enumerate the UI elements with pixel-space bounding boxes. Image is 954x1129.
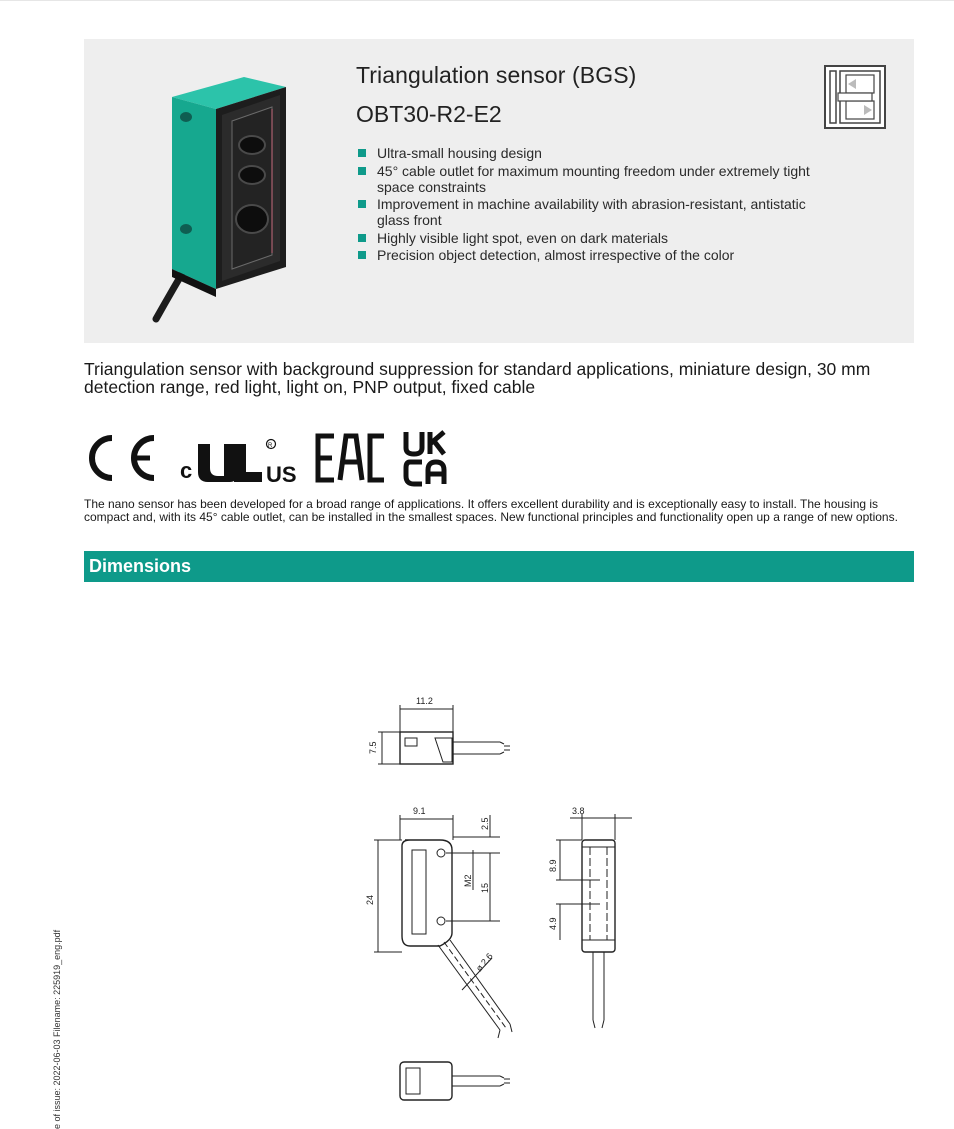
ce-mark-icon: [92, 438, 154, 478]
product-title: Triangulation sensor (BGS): [356, 62, 637, 88]
feature-text: 45° cable outlet for maximum mounting freedom under extremely tight space constraints: [377, 162, 810, 195]
product-description: Triangulation sensor with background suppression for standard applications, miniature design, 30 mm detection range, red light, light on, PNP output, fixed cable: [84, 359, 871, 397]
svg-text:c: c: [180, 458, 193, 483]
ukca-mark-icon: [406, 432, 444, 484]
bullet-icon: [358, 251, 366, 259]
list-item: [358, 196, 818, 228]
bullet-icon: [358, 167, 366, 175]
dim-width-front: 9.1: [413, 806, 426, 816]
bullet-icon: [358, 234, 366, 242]
feature-text: Highly visible light spot, even on dark materials: [377, 229, 669, 246]
svg-text:R: R: [268, 443, 273, 449]
feature-text: Ultra-small housing design: [377, 145, 542, 161]
dim-spot-lower: 4.9: [548, 917, 558, 930]
dim-height-total: 24: [365, 894, 375, 905]
list-item: [358, 145, 818, 161]
culus-mark-icon: [180, 440, 297, 488]
dimension-drawing: [360, 690, 660, 1110]
dim-cable-diameter: ø 2.6: [473, 951, 495, 974]
eac-mark-icon: [318, 436, 384, 480]
feature-text: Improvement in machine availability with abrasion-resistant, antistatic glass front: [377, 196, 806, 228]
dim-offset-top: 2.5: [480, 817, 490, 830]
top-divider: [0, 0, 954, 1]
product-image: [144, 57, 374, 337]
dim-thread: M2: [463, 874, 473, 887]
top-view-drawing: [368, 696, 510, 764]
sensor-type-icon: [824, 65, 886, 129]
product-header: [84, 39, 914, 343]
product-model: OBT30-R2-E2: [356, 101, 502, 127]
dim-width-top: 11.2: [416, 696, 433, 706]
bottom-view-drawing: [400, 1062, 510, 1100]
bullet-icon: [358, 200, 366, 208]
section-header-dimensions: [84, 551, 914, 582]
list-item: [358, 163, 818, 195]
dim-hole-spacing: 15: [480, 882, 490, 893]
feature-text: Precision object detection, almost irrespective of the color: [377, 247, 735, 263]
section-title: Dimensions: [89, 556, 192, 576]
feature-list: [358, 145, 818, 265]
issue-info: e of issue: 2022-06-03 Filename: 225919_eng.pdf: [52, 929, 62, 1129]
side-view-drawing: [548, 806, 632, 1028]
dim-depth: 3.8: [572, 806, 585, 816]
svg-text:US: US: [266, 462, 297, 487]
list-item: [358, 247, 818, 263]
bullet-icon: [358, 149, 366, 157]
front-view-drawing: [365, 806, 512, 1038]
certification-logos: [84, 426, 484, 488]
list-item: [358, 230, 818, 246]
intro-paragraph: The nano sensor has been developed for a broad range of applications. It offers excellent durability and is exceptionally easy to install. The housing is compact and, with its 45° cable outlet, can be installed in the smallest spaces. New functional principles and functionality open up a range of new options.: [84, 497, 898, 524]
dim-spot-upper: 8.9: [548, 859, 558, 872]
dim-height-top: 7.5: [368, 741, 378, 754]
